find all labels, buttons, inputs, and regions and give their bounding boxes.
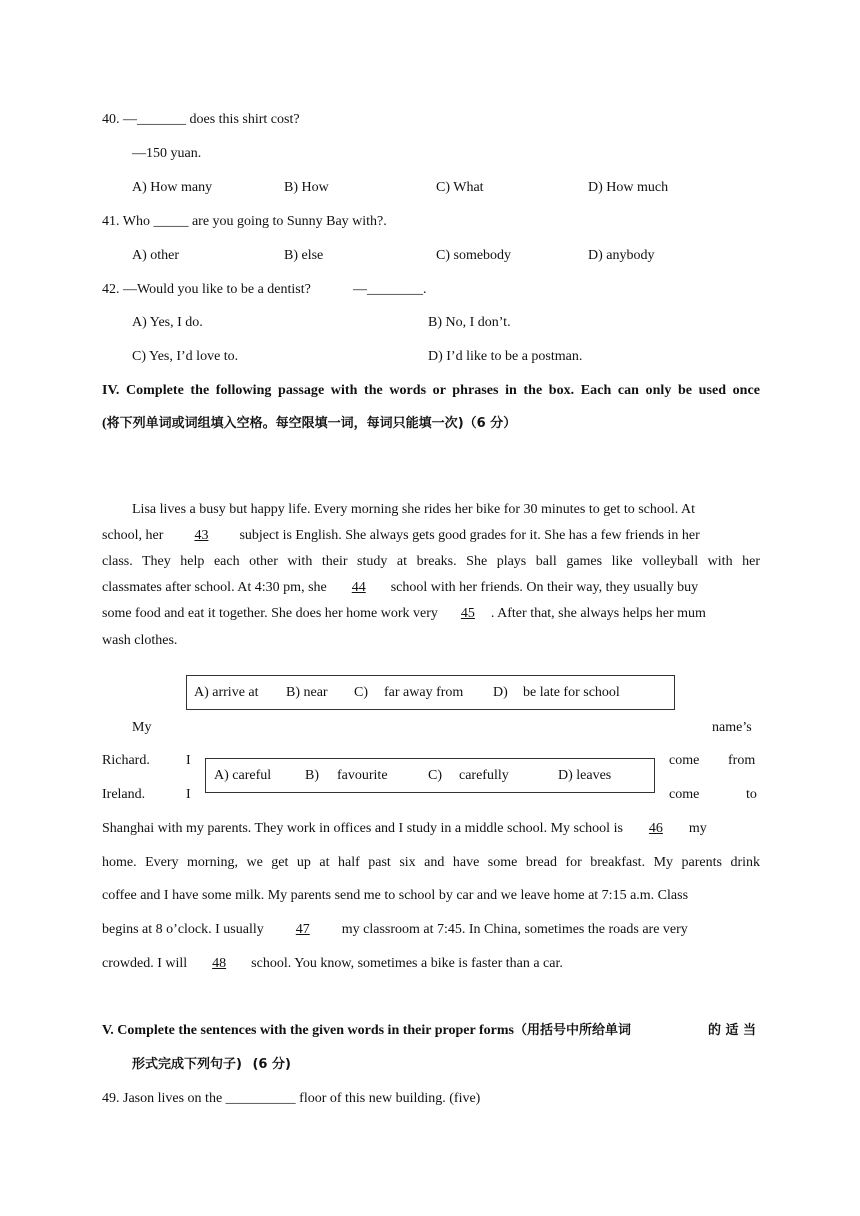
section-5-title-en: V. Complete the sentences with the given words in their proper forms <box>102 1023 514 1038</box>
passage-text: my <box>688 821 707 836</box>
passage-text: subject is English. She always gets good grades for it. She has a few friends in her <box>239 528 700 543</box>
blank-45: 45 <box>460 606 475 621</box>
section-5-subtitle-cn: 形式完成下列句子) <box>132 1057 242 1072</box>
box-1-option-d-letter: D) <box>493 685 508 700</box>
passage-text: school, her <box>102 528 164 543</box>
passage-2-word: Ireland. <box>102 787 146 802</box>
option-40-a: A) How many <box>132 180 213 195</box>
passage-1-line-1: Lisa lives a busy but happy life. Every morning she rides her bike for 30 minutes to get to school. At <box>132 502 696 517</box>
passage-2-line-4 <box>102 820 707 838</box>
option-40-b: B) How <box>284 180 329 195</box>
passage-text: school. You know, sometimes a bike is faster than a car. <box>251 956 563 971</box>
passage-2-word: from <box>728 753 756 768</box>
passage-2-word: to <box>746 787 757 802</box>
option-41-c: C) somebody <box>436 248 512 263</box>
passage-2-line-5: home. Every morning, we get up at half past six and have some bread for breakfast. My parents drink <box>102 855 760 870</box>
option-42-c: C) Yes, I’d love to. <box>132 349 239 364</box>
passage-text: my classroom at 7:45. In China, sometimes the roads are very <box>341 922 688 937</box>
question-42-reply: —________. <box>353 282 427 297</box>
passage-1-line-4 <box>102 579 698 597</box>
passage-1-line-5 <box>102 605 706 623</box>
section-4-subtitle <box>102 415 516 433</box>
passage-1-line-3: class. They help each other with their study at breaks. She plays ball games like volleyball with her <box>102 554 760 569</box>
box-2-option-d: D) leaves <box>558 768 612 783</box>
box-2-option-a: A) careful <box>214 768 272 783</box>
option-42-b: B) No, I don’t. <box>428 315 511 330</box>
passage-text: some food and eat it together. She does her home work very <box>102 606 438 621</box>
section-5-subtitle <box>132 1056 291 1074</box>
section-4-instruction-cn: 将下列单词或词组填入空格。每空限填一词，每词只能填一次 <box>106 416 458 431</box>
question-40-answer: —150 yuan. <box>132 146 202 161</box>
question-49: 49. Jason lives on the __________ floor of this new building. (five) <box>102 1091 481 1106</box>
passage-text: school with her friends. On their way, they usually buy <box>390 580 699 595</box>
blank-48: 48 <box>212 956 227 971</box>
passage-1-line-6: wash clothes. <box>102 633 178 648</box>
section-5-score: (6 分) <box>252 1057 291 1072</box>
box-2-option-c-letter: C) <box>428 768 442 783</box>
box-1-option-c: far away from <box>384 685 464 700</box>
passage-2-line-7 <box>102 921 688 939</box>
box-2-option-c: carefully <box>459 768 509 783</box>
box-1-option-b: B) near <box>286 685 328 700</box>
box-2-option-b: favourite <box>337 768 388 783</box>
section-5-title-cn-end <box>708 1022 756 1040</box>
option-42-a: A) Yes, I do. <box>132 315 203 330</box>
option-41-b: B) else <box>284 248 324 263</box>
passage-2-word: I <box>186 787 191 802</box>
blank-43: 43 <box>194 528 209 543</box>
passage-2-word: Richard. <box>102 753 150 768</box>
box-1-option-a: A) arrive at <box>194 685 259 700</box>
passage-2-word: come <box>669 787 700 802</box>
passage-2-line-6: coffee and I have some milk. My parents send me to school by car and we leave home at 7:15 a.m. Class <box>102 888 689 903</box>
section-4-title: IV. Complete the following passage with the words or phrases in the box. Each can only be used once <box>102 383 760 398</box>
passage-1-line-2 <box>102 527 700 545</box>
passage-text: Shanghai with my parents. They work in offices and I study in a middle school. My school is <box>102 821 623 836</box>
question-40: 40. —_______ does this shirt cost? <box>102 112 300 127</box>
passage-2-word: name’s <box>712 720 752 735</box>
question-42: 42. —Would you like to be a dentist? <box>102 282 311 297</box>
option-40-d: D) How much <box>588 180 669 195</box>
blank-47: 47 <box>295 922 310 937</box>
word-box-2 <box>205 758 655 793</box>
box-1-option-d: be late for school <box>523 685 620 700</box>
box-1-option-c-letter: C) <box>354 685 368 700</box>
passage-text: crowded. I will <box>102 956 188 971</box>
section-5-title-cn: （用括号中所给单词 <box>513 1023 631 1038</box>
passage-text: begins at 8 o’clock. I usually <box>102 922 264 937</box>
passage-2-word: My <box>132 720 152 735</box>
section-4-score: )（6 分） <box>457 416 517 431</box>
section-5-title-cn-2: 的 适 当 <box>708 1023 757 1038</box>
option-40-c: C) What <box>436 180 484 195</box>
blank-44: 44 <box>351 580 366 595</box>
passage-2-line-8 <box>102 955 563 973</box>
box-2-option-b-letter: B) <box>305 768 319 783</box>
blank-46: 46 <box>648 821 663 836</box>
option-41-d: D) anybody <box>588 248 655 263</box>
passage-text: . After that, she always helps her mum <box>490 606 706 621</box>
section-4-paren: ( <box>102 416 107 431</box>
question-41: 41. Who _____ are you going to Sunny Bay with?. <box>102 214 387 229</box>
option-42-d: D) I’d like to be a postman. <box>428 349 583 364</box>
section-5-title <box>102 1022 631 1040</box>
word-box-1 <box>186 675 675 710</box>
passage-text: classmates after school. At 4:30 pm, she <box>102 580 327 595</box>
passage-2-word: come <box>669 753 700 768</box>
option-41-a: A) other <box>132 248 180 263</box>
passage-2-word: I <box>186 753 191 768</box>
